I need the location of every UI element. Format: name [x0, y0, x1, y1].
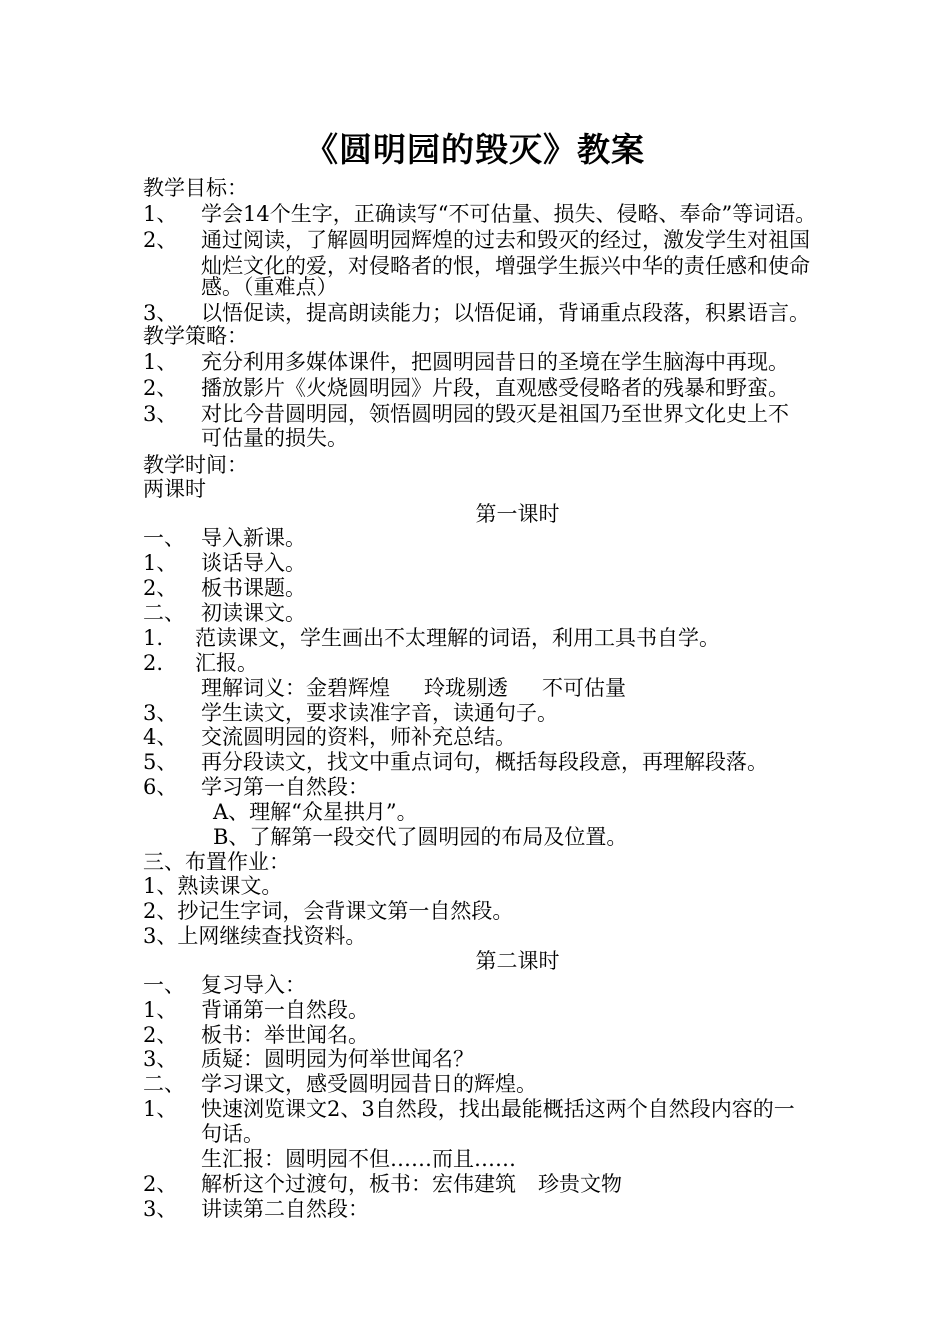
- item-text: 快速浏览课文2、3自然段，找出最能概括这两个自然段内容的一: [201, 1097, 795, 1121]
- section-text: 初读课文。: [201, 601, 306, 625]
- item-text: 再分段读文，找文中重点词句，概括每段段意，再理解段落。: [201, 750, 768, 774]
- item-text: 充分利用多媒体课件，把圆明园昔日的圣境在学生脑海中再现。: [201, 350, 789, 374]
- homework-item: 2、抄记生字词，会背课文第一自然段。: [143, 899, 514, 923]
- item-number: 2、: [143, 576, 178, 600]
- homework-item: 3、上网继续查找资料。: [143, 924, 367, 948]
- item-number: 3、: [143, 1047, 178, 1071]
- item-text: 板书：举世闻名。: [201, 1023, 369, 1047]
- item-number: 2、: [143, 376, 178, 400]
- item-continuation: 感。（重难点）: [201, 275, 338, 299]
- vocabulary-line: [201, 675, 626, 701]
- strategy-heading: 教学策略：: [143, 324, 248, 348]
- item-number: 1、: [143, 551, 178, 575]
- item-text: 板书课题。: [201, 576, 306, 600]
- homework-heading: 三、布置作业：: [143, 850, 290, 874]
- item-text-part: 珍贵文物: [538, 1172, 622, 1196]
- objectives-heading: 教学目标：: [143, 176, 248, 200]
- item-text: [201, 1171, 622, 1197]
- item-continuation: 句话。: [201, 1122, 264, 1146]
- section-number: 一、: [143, 526, 185, 550]
- item-number: 2、: [143, 1172, 178, 1196]
- item-text: 交流圆明园的资料，师补充总结。: [201, 725, 516, 749]
- item-text: 范读课文，学生画出不太理解的词语，利用工具书自学。: [195, 626, 720, 650]
- item-number: 1、: [143, 1097, 178, 1121]
- section-number: 一、: [143, 973, 185, 997]
- lesson2-heading: 第二课时: [475, 949, 560, 973]
- section-number: 二、: [143, 1072, 185, 1096]
- item-number: 3、: [143, 402, 178, 426]
- item-number: 2、: [143, 228, 178, 252]
- document-title: 《圆明园的毁灭》教案: [305, 130, 645, 169]
- section-text: 导入新课。: [201, 526, 306, 550]
- vocabulary-word: 不可估量: [542, 676, 626, 700]
- item-number: 6、: [143, 775, 178, 799]
- item-text: 以悟促读，提高朗读能力；以悟促诵，背诵重点段落，积累语言。: [201, 301, 810, 325]
- item-number: 1、: [143, 998, 178, 1022]
- item-number: 2、: [143, 1023, 178, 1047]
- item-text: 背诵第一自然段。: [201, 998, 369, 1022]
- item-text-part: 解析这个过渡句，板书：宏伟建筑: [201, 1172, 516, 1196]
- item-text: 质疑：圆明园为何举世闻名？: [201, 1047, 474, 1071]
- item-text: 学习第一自然段：: [201, 775, 369, 799]
- item-number: 2.: [143, 651, 164, 675]
- section-text: 复习导入：: [201, 973, 306, 997]
- item-continuation: 灿烂文化的爱，对侵略者的恨，增强学生振兴中华的责任感和使命: [201, 254, 810, 278]
- item-text: 汇报。: [195, 651, 258, 675]
- vocabulary-word: 玲珑剔透: [424, 676, 508, 700]
- time-heading: 教学时间：: [143, 453, 248, 477]
- time-value: 两课时: [143, 477, 206, 501]
- item-number: 3、: [143, 701, 178, 725]
- item-continuation: 可估量的损失。: [201, 426, 348, 450]
- homework-item: 1、熟读课文。: [143, 874, 283, 898]
- item-text: 学会14个生字，正确读写“不可估量、损失、侵略、奉命”等词语。: [201, 202, 817, 226]
- item-number: 1、: [143, 350, 178, 374]
- item-text: 讲读第二自然段：: [201, 1197, 369, 1221]
- item-text: 通过阅读，了解圆明园辉煌的过去和毁灭的经过，激发学生对祖国: [201, 228, 810, 252]
- item-text: 谈话导入。: [201, 551, 306, 575]
- item-number: 5、: [143, 750, 178, 774]
- student-answer: 生汇报：圆明园不但……而且……: [201, 1147, 516, 1171]
- item-text: 对比今昔圆明园，领悟圆明园的毁灭是祖国乃至世界文化史上不: [201, 402, 789, 426]
- item-number: 1、: [143, 202, 178, 226]
- item-number: 4、: [143, 725, 178, 749]
- section-number: 二、: [143, 601, 185, 625]
- sub-item: A、理解“众星拱月”。: [213, 800, 418, 824]
- sub-item: B、了解第一段交代了圆明园的布局及位置。: [213, 825, 628, 849]
- section-text: 学习课文，感受圆明园昔日的辉煌。: [201, 1072, 537, 1096]
- item-number: 1.: [143, 626, 164, 650]
- vocabulary-label: 理解词义：金碧辉煌: [201, 676, 390, 700]
- lesson1-heading: 第一课时: [475, 502, 560, 526]
- item-number: 3、: [143, 1197, 178, 1221]
- item-number: 3、: [143, 301, 178, 325]
- item-text: 播放影片《火烧圆明园》片段，直观感受侵略者的残暴和野蛮。: [201, 376, 789, 400]
- item-text: 学生读文，要求读准字音，读通句子。: [201, 701, 558, 725]
